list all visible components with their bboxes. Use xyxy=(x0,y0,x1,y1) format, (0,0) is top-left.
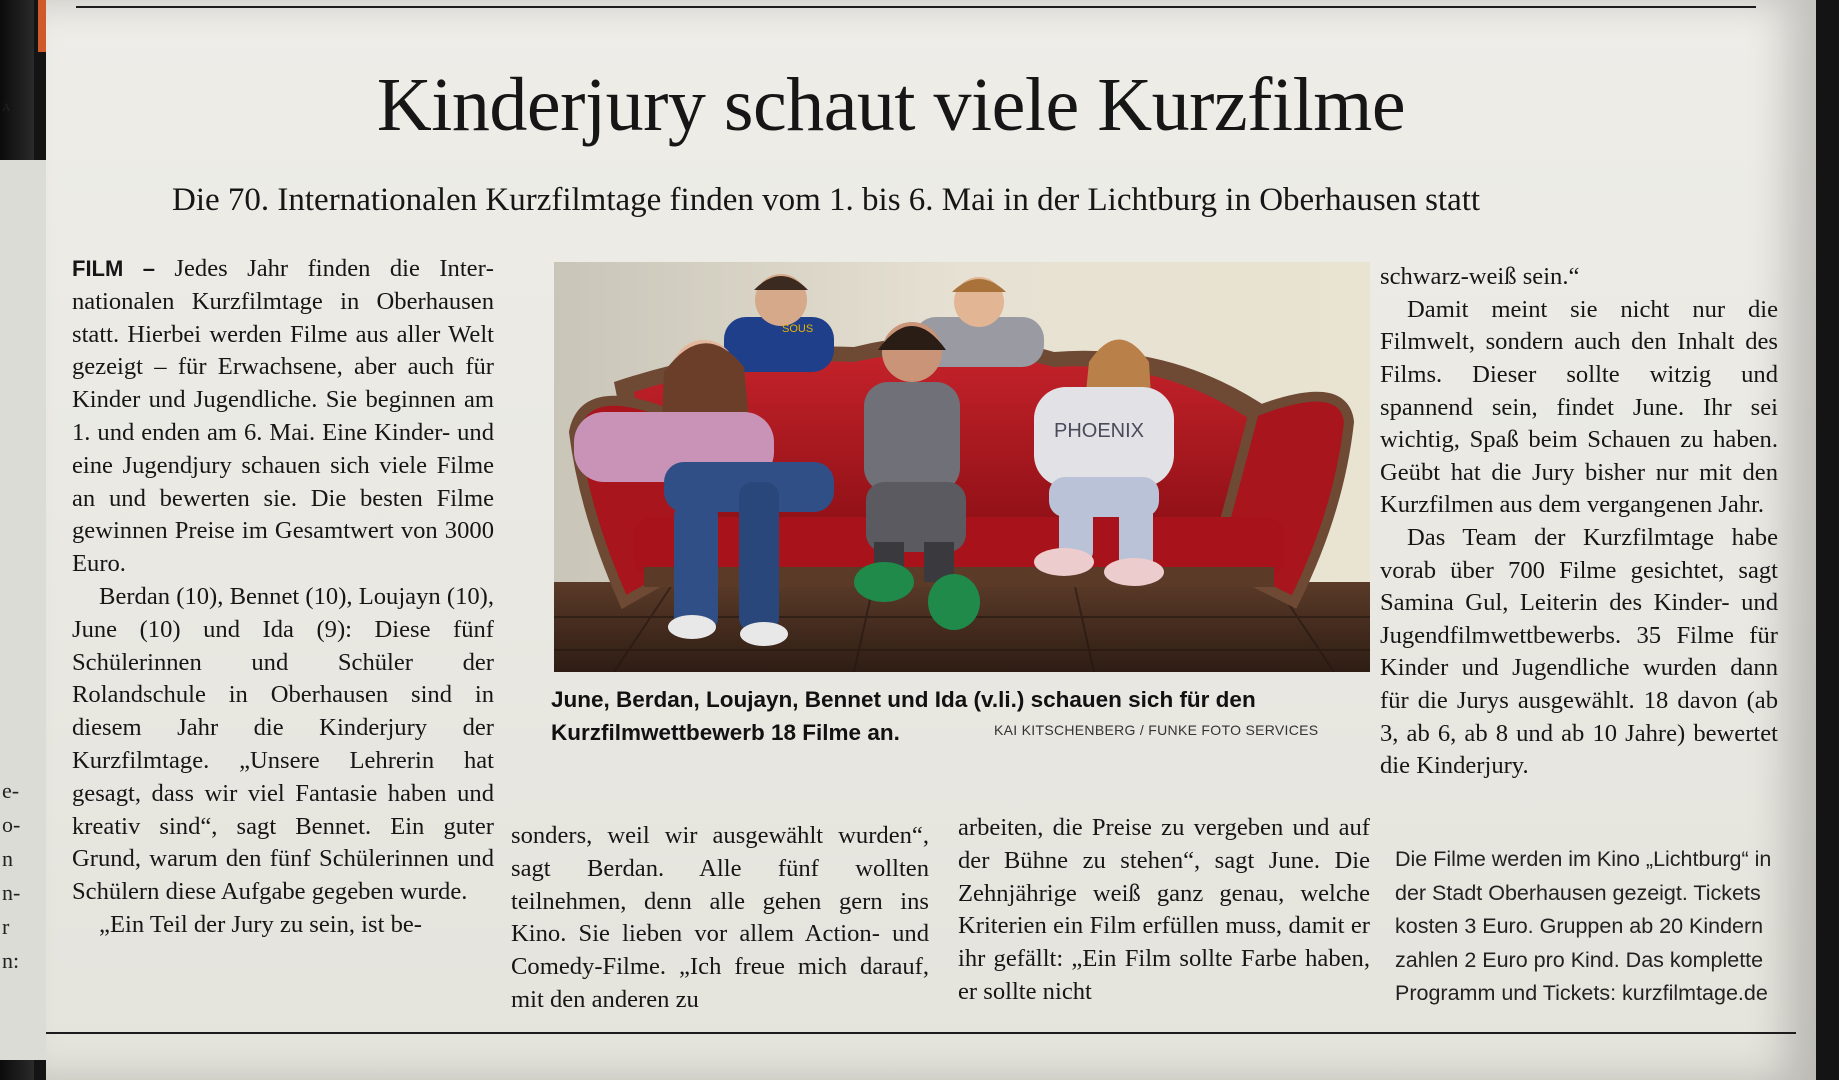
paragraph-text: Jedes Jahr finden die Internationalen Kurzfilmtage in Oberhausen statt. Hierbei werden Filme aus aller Welt gezeigt – für Erwachsene, aber auch für Kinder und Jugendliche. Sie beginnen am 1. und enden am 6. Mai. Eine Kinder- und eine Jugendjury schauen sich viele Filme an und bewerten sie. Die besten Filme gewinnen Preise im Gesamtwert von 3000 Euro. xyxy=(72,255,494,578)
article-column-3 xyxy=(958,812,1370,1009)
adjacent-fragment: n: xyxy=(2,948,20,973)
adjacent-page-letter: A xyxy=(2,100,11,114)
article-column-4 xyxy=(1380,261,1778,783)
paragraph xyxy=(72,253,494,581)
svg-text:PHOENIX: PHOENIX xyxy=(1054,420,1145,442)
adjacent-fragment: e- xyxy=(2,778,20,803)
adjacent-fragment: n xyxy=(2,846,13,871)
adjacent-fragment: o- xyxy=(2,812,21,837)
lead-label: FILM – xyxy=(72,256,155,281)
photo-illustration xyxy=(554,262,1370,672)
adjacent-fragment: r xyxy=(2,914,10,939)
paragraph: schwarz-weiß sein.“ xyxy=(1380,263,1580,290)
paragraph: „Ein Teil der Jury zu sein, ist be- xyxy=(99,910,422,938)
paragraph: sonders, weil wir ausgewählt wurden“, sagt Berdan. Alle fünf wollten teilnehmen, denn alle gehen gern ins Kino. Sie lieben vor allem Action- und Comedy-Filme. „Ich freue mich darauf, mit den anderen zu xyxy=(511,822,929,1013)
photo-credit: KAI KITSCHENBERG / FUNKE FOTO SERVICES xyxy=(994,722,1319,738)
paragraph: Berdan (10), Bennet (10), Loujayn (10), June (10) und Ida (9): Diese fünf Schülerinnen und Schüler der Rolandschule in Oberhausen sind in diesem Jahr die Kinderjury der Kurzfilmtage. „Unsere Lehrerin hat gesagt, dass wir viel Fantasie haben und kreativ sind“, sagt Bennet. Ein guter Grund, warum den fünf Schülerinnen und Schülern diese Aufgabe gegeben wurde. xyxy=(72,582,494,906)
article-column-2 xyxy=(511,820,929,1017)
bottom-rule xyxy=(46,1032,1796,1034)
paragraph: arbeiten, die Preise zu vergeben und auf der Bühne zu stehen“, sagt June. Die Zehnjährige weiß ganz genau, welche Kriterien ein Film erfüllen muss, damit er ihr gefällt: „Ein Film sollte Farbe haben, er sollte nicht xyxy=(958,814,1370,1005)
newspaper-page xyxy=(46,0,1816,1080)
paragraph: Das Team der Kurzfilmtage habe vorab über 700 Filme gesichtet, sagt Samina Gul, Leiterin des Kinder- und Jugendfilmwettbewerbs. 35 Filme für Kinder und Jugendliche wurden dann für die Jurys ausgewählt. 18 davon (ab 3, ab 6, ab 8 und ab 10 Jahre) bewertet die Kinderjury. xyxy=(1380,523,1778,780)
adjacent-page-edge xyxy=(0,100,46,1060)
headline: Kinderjury schaut viele Kurzfilme xyxy=(376,63,1406,147)
article-photo xyxy=(554,262,1370,672)
article-column-1 xyxy=(72,253,494,942)
top-rule xyxy=(76,6,1756,8)
svg-text:SOUS: SOUS xyxy=(782,323,814,335)
photo-caption: June, Berdan, Loujayn, Bennet und Ida (v.li.) schauen sich für den Kurzfilmwettbewerb 18 Filme an. xyxy=(551,687,1256,745)
adjacent-fragment: n- xyxy=(2,880,21,905)
info-box: Die Filme werden im Kino „Lichtburg“ in der Stadt Oberhausen gezeigt. Tickets kosten 3 Euro. Gruppen ab 20 Kindern zahlen 2 Euro pro Kind. Das komplette Programm und Tickets: kurzfilmtage.de xyxy=(1395,847,1772,1005)
subheadline: Die 70. Internationalen Kurzfilmtage finden vom 1. bis 6. Mai in der Lichtburg in Oberhausen statt xyxy=(172,182,1481,218)
paragraph: Damit meint sie nicht nur die Filmwelt, sondern auch den Inhalt des Films. Dieser sollte witzig und spannend sein, findet June. Ihr sei wichtig, Spaß beim Schauen zu haben. Geübt hat die Jury bisher nur mit den Kurzfilmen aus dem vergangenen Jahr. xyxy=(1380,295,1778,519)
